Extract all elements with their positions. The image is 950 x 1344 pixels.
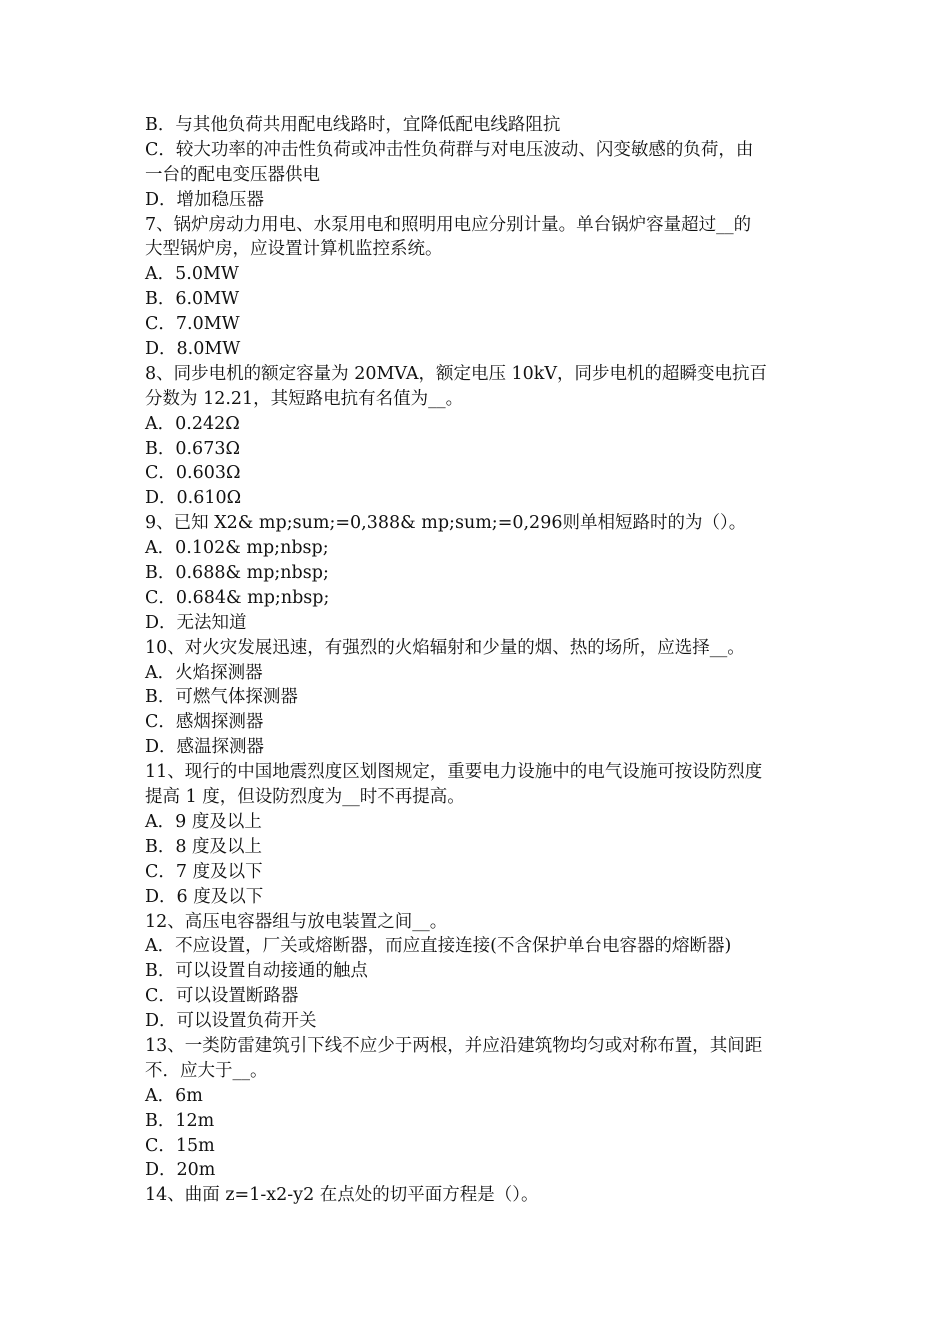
option-line: C．7.0MW [145, 314, 240, 335]
option-line: C．感烟探测器 [145, 712, 264, 733]
option-line: D．感温探测器 [145, 737, 265, 758]
text-line: C．较大功率的冲击性负荷或冲击性负荷群与对电压波动、闪变敏感的负荷，由 [145, 139, 754, 160]
question-12-text: 12、高压电容器组与放电装置之间__。 [145, 911, 448, 932]
text-line: 大型锅炉房，应设置计算机监控系统。 [145, 239, 443, 260]
option-line: B．12m [145, 1110, 215, 1131]
option-line: A．5.0MW [145, 264, 239, 285]
text-line: D．增加稳压器 [145, 189, 265, 210]
option-line: A．火焰探测器 [145, 662, 263, 683]
question-14-text: 14、曲面 z=1-x2-y2 在点处的切平面方程是（）。 [145, 1185, 539, 1206]
question-10-text: 10、对火灾发展迅速，有强烈的火焰辐射和少量的烟、热的场所，应选择__。 [145, 637, 745, 658]
option-line: C．0.603Ω [145, 463, 241, 484]
option-line: D．20m [145, 1160, 216, 1181]
option-line: D．无法知道 [145, 612, 247, 633]
question-8-text: 8、同步电机的额定容量为 20MVA，额定电压 10kV，同步电机的超瞬变电抗百 [145, 363, 768, 384]
question-13-text: 13、一类防雷建筑引下线不应少于两根，并应沿建筑物均匀或对称布置，其间距 [145, 1035, 763, 1056]
option-line: B．8 度及以上 [145, 836, 263, 857]
option-line: D．0.610Ω [145, 488, 242, 509]
text-line: 分数为 12.21，其短路电抗有名值为__。 [145, 388, 464, 409]
text-line: B．与其他负荷共用配电线路时，宜降低配电线路阻抗 [145, 115, 561, 135]
text-line: 提高 1 度，但设防烈度为__时不再提高。 [145, 787, 465, 808]
option-line: B．0.673Ω [145, 438, 240, 459]
option-line: D．8.0MW [145, 339, 241, 360]
text-line: 不．应大于__。 [145, 1060, 268, 1081]
option-line: C．15m [145, 1135, 215, 1156]
option-line: B．6.0MW [145, 289, 240, 310]
option-line: A．6m [145, 1085, 203, 1106]
option-line: C．7 度及以下 [145, 861, 263, 882]
document-body [145, 113, 810, 1208]
option-line: C．0.684& mp;nbsp; [145, 587, 330, 608]
question-11-text: 11、现行的中国地震烈度区划图规定，重要电力设施中的电气设施可按设防烈度 [145, 762, 763, 783]
option-line: A．不应设置，厂关或熔断器，而应直接连接(不含保护单台电容器的熔断器) [145, 936, 732, 957]
option-line: C．可以设置断路器 [145, 986, 299, 1007]
option-line: A．0.102& mp;nbsp; [145, 538, 329, 559]
text-line: 一台的配电变压器供电 [145, 164, 320, 185]
question-9-text: 9、已知 X2& mp;sum;=0,388& mp;sum;=0,296则单相短路时的为（）。 [145, 513, 747, 534]
option-line: A．0.242Ω [145, 413, 240, 434]
option-line: D．可以设置负荷开关 [145, 1011, 317, 1032]
option-line: B．可以设置自动接通的触点 [145, 961, 368, 982]
option-line: B．可燃气体探测器 [145, 687, 298, 708]
option-line: A．9 度及以上 [145, 811, 262, 832]
question-7-text: 7、锅炉房动力用电、水泵用电和照明用电应分别计量。单台锅炉容量超过__的 [145, 214, 752, 235]
option-line: B．0.688& mp;nbsp; [145, 563, 329, 584]
option-line: D．6 度及以下 [145, 886, 264, 907]
